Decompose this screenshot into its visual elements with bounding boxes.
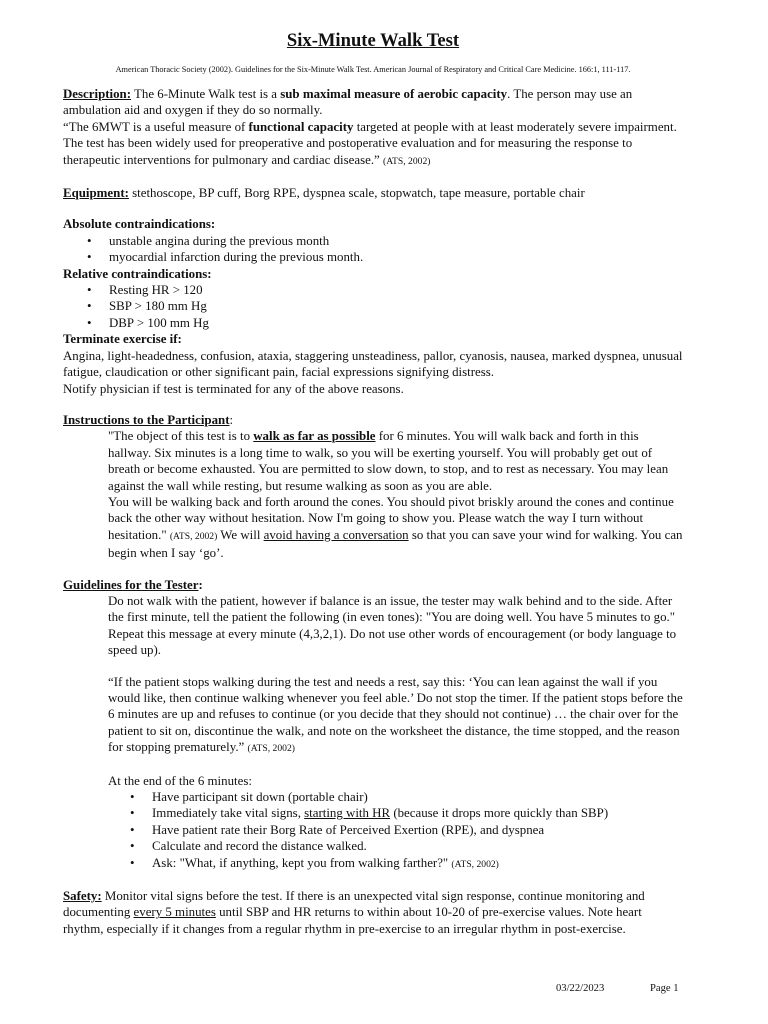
list-item: • unstable angina during the previous month	[63, 233, 683, 249]
quote-bold: functional capacity	[248, 119, 354, 134]
list-item: • Calculate and record the distance walked.	[108, 838, 683, 854]
guidelines-body	[63, 593, 683, 873]
instructions-body	[63, 428, 683, 561]
instructions-citation: (ATS, 2002)	[169, 530, 218, 542]
guidelines-quote: “If the patient stops walking during the test and needs a rest, say this: ‘You can lean against the wall if you would like, then continue walking whenever you feel able.’ Do not stop the timer. If the patient stops before the 6 minutes are up and refuses to continue (or you decide that they should not continue) … the chair over for the patient to sit on, discontinue the walk, and note on the worksheet the distance, the time stopped, and the reason for stopping prematurely.”	[108, 674, 683, 755]
list-item: • Resting HR > 120	[63, 282, 683, 298]
list-item: • Have patient rate their Borg Rate of Perceived Exertion (RPE), and dyspnea	[108, 822, 683, 838]
item-text: Immediately take vital signs,	[152, 806, 305, 821]
instructions-paragraph-2	[108, 494, 683, 562]
item-underline: starting with HR	[304, 806, 391, 821]
instructions-text: "The object of this test is to	[108, 429, 254, 444]
equipment-heading: Equipment:	[63, 186, 129, 201]
item-text-2: (because it drops more quickly than SBP)	[390, 806, 609, 821]
end-list	[108, 789, 683, 873]
instructions-text-5: so that you can save your wind for walking. You can begin when I say ‘go’.	[108, 527, 683, 561]
footer-page-number: Page 1	[650, 983, 679, 994]
guidelines-paragraph-2	[108, 674, 683, 758]
instructions-emphasis: walk as far as possible	[253, 429, 376, 444]
safety-underline: every 5 minutes	[133, 905, 216, 920]
instructions-heading: Instructions to the Participant	[63, 412, 230, 427]
instructions-paragraph-1	[108, 428, 683, 494]
safety-text: Monitor vital signs before the test. If there is an unexpected vital sign response, continue monitoring and documenting	[63, 889, 645, 920]
list-item: • DBP > 100 mm Hg	[63, 315, 683, 331]
safety-text-2: until SBP and HR returns to within about 10-20 of pre-exercise values. Note heart rhythm, especially if it changes from a regular rhythm in pre-exercise to an irregular rhythm in post-exercise.	[63, 905, 642, 936]
list-item: • SBP > 180 mm Hg	[63, 298, 683, 314]
description-text: The 6-Minute Walk test is a	[131, 87, 281, 101]
quote-text: “The 6MWT is a useful measure of	[63, 119, 249, 134]
description-quote	[63, 119, 683, 170]
item-text: Ask: "What, if anything, kept you from walking farther?"	[152, 855, 452, 870]
instructions-text-2: for 6 minutes. You will walk back and forth in this hallway. Six minutes is a long time to walk, so you will be exerting yourself. You will probably get out of breath or become exhausted. You are permitted to slow down, to stop, and to rest as necessary. You may lean against the wall while resting, but resume walking as soon as you are able.	[108, 429, 669, 493]
quote-citation: (ATS, 2002)	[383, 155, 431, 167]
instructions-heading-line	[63, 412, 683, 428]
guidelines-citation: (ATS, 2002)	[247, 743, 295, 755]
safety-paragraph	[63, 888, 683, 937]
item-citation: (ATS, 2002)	[451, 858, 499, 870]
list-item: • myocardial infarction during the previous month.	[63, 249, 683, 265]
heading-colon: :	[198, 577, 203, 592]
guidelines-paragraph-1: Do not walk with the patient, however if balance is an issue, the tester may walk behind and to the side. After the first minute, tell the patient the following (in even tones): "You are doing well. You have 5 minutes to go." Repeat this message at every minute (4,3,2,1). Do not use other words of encouragement (or body language to speed up).	[108, 593, 677, 658]
citation: American Thoracic Society (2002). Guidelines for the Six-Minute Walk Test. American Journal of Respiratory and Critical Care Medicine. 166:1, 111-117.	[115, 65, 631, 74]
description-text-2: . The person may use an ambulation aid and oxygen if they do so normally.	[63, 87, 633, 118]
instructions-underline: avoid having a conversation	[263, 527, 409, 542]
guidelines-heading-line	[63, 577, 683, 593]
relative-list	[63, 282, 683, 331]
document-page	[63, 30, 683, 937]
page-title: Six-Minute Walk Test	[286, 30, 460, 51]
absolute-heading: Absolute contraindications:	[63, 217, 216, 232]
instructions-text-4: We will	[217, 527, 264, 542]
equipment-paragraph	[63, 185, 683, 201]
end-intro: At the end of the 6 minutes:	[108, 773, 252, 788]
description-bold: sub maximal measure of aerobic capacity	[280, 87, 508, 101]
guidelines-heading: Guidelines for the Tester	[63, 577, 199, 592]
instructions-text-3: You will be walking back and forth around the cones. You should pivot briskly around the cones and continue back the other way without hesitation. Now I'm going to show you. Please watch the way I turn without hesitation."	[108, 494, 674, 542]
safety-heading: Safety:	[63, 889, 102, 904]
footer-date: 03/22/2023	[556, 983, 605, 994]
description-heading: Description:	[63, 87, 132, 101]
notify-text: Notify physician if test is terminated for any of the above reasons.	[63, 381, 404, 396]
absolute-list	[63, 233, 683, 266]
terminate-text: Angina, light-headedness, confusion, ataxia, staggering unsteadiness, pallor, cyanosis, nausea, marked dyspnea, unusual fatigue, claudication or other significant pain, facial expressions signifying distress.	[63, 348, 683, 380]
list-item	[108, 855, 683, 873]
list-item: • Have participant sit down (portable chair)	[108, 789, 683, 805]
heading-colon: :	[229, 412, 234, 427]
description-paragraph	[63, 86, 683, 119]
list-item	[108, 805, 683, 821]
quote-text-2: targeted at people with at least moderately severe impairment. The test has been widely used for preoperative and postoperative evaluation and for measuring the response to therapeutic interventions for pulmonary and cardiac disease.”	[63, 119, 677, 167]
relative-heading: Relative contraindications:	[63, 266, 212, 281]
equipment-text: stethoscope, BP cuff, Borg RPE, dyspnea scale, stopwatch, tape measure, portable chair	[128, 186, 585, 201]
terminate-heading: Terminate exercise if:	[63, 332, 182, 347]
